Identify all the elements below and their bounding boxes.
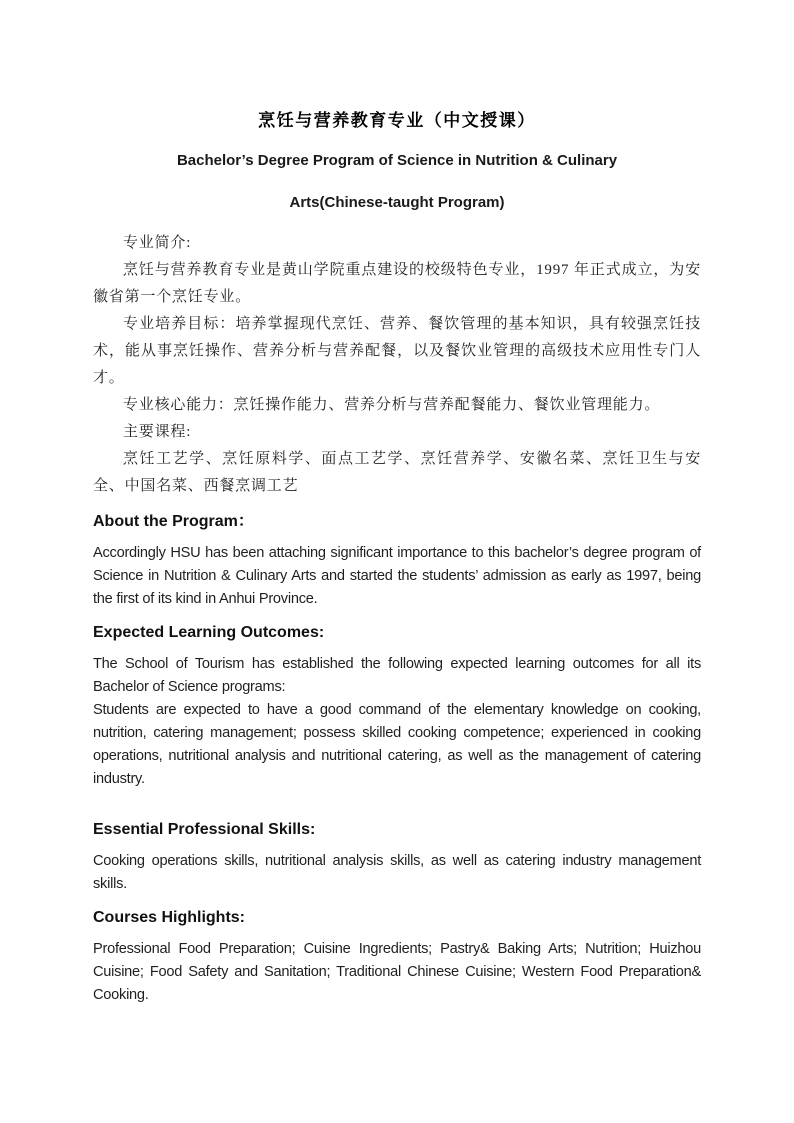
section-heading-outcomes: Expected Learning Outcomes: xyxy=(93,624,325,641)
section-essential-professional-skills xyxy=(93,821,701,896)
document-title-chinese: 烹饪与营养教育专业（中文授课） xyxy=(258,111,536,130)
section-expected-learning-outcomes xyxy=(93,624,701,791)
document-title-english-line1: Bachelor’s Degree Program of Science in Nutrition & Culinary xyxy=(176,152,618,169)
zh-paragraph-training-objectives: 专业培养目标：培养掌握现代烹饪、营养、餐饮管理的基本知识，具有较强烹饪技术，能从事烹饪操作、营养分析与营养配餐，以及餐饮业管理的高级技术应用性专门人才。 xyxy=(93,316,701,386)
zh-paragraph-major-intro: 烹饪与营养教育专业是黄山学院重点建设的校级特色专业，1997 年正式成立，为安徽省第一个烹饪专业。 xyxy=(93,262,701,305)
section-paragraph: Professional Food Preparation; Cuisine Ingredients; Pastry& Baking Arts; Nutrition; Huizhou Cuisine; Food Safety and Sanitation; Traditional Chinese Cuisine; Western Food Preparation& Cooking. xyxy=(93,941,701,1003)
section-about-the-program xyxy=(93,513,701,611)
section-paragraph: Accordingly HSU has been attaching significant importance to this bachelor’s degree program of Science in Nutrition & Culinary Arts and started the students’ admission as early as 1997, being the first of its kind in Anhui Province. xyxy=(93,545,701,607)
section-heading-courses: Courses Highlights: xyxy=(93,909,246,926)
chinese-program-summary xyxy=(93,230,701,500)
section-heading-about: About the Program： xyxy=(93,513,254,530)
zh-paragraph-major-intro-label: 专业简介: xyxy=(123,235,192,251)
document-title-english-line2: Arts(Chinese-taught Program) xyxy=(289,194,505,211)
section-heading-skills: Essential Professional Skills: xyxy=(93,821,316,838)
zh-paragraph-core-competencies: 专业核心能力：烹饪操作能力、营养分析与营养配餐能力、餐饮业管理能力。 xyxy=(123,397,661,413)
zh-paragraph-main-courses: 烹饪工艺学、烹饪原料学、面点工艺学、烹饪营养学、安徽名菜、烹饪卫生与安全、中国名菜、西餐烹调工艺 xyxy=(93,451,701,494)
zh-paragraph-main-courses-label: 主要课程: xyxy=(123,424,192,440)
section-paragraph: The School of Tourism has established the following expected learning outcomes for all its Bachelor of Science programs: xyxy=(93,656,701,695)
section-courses-highlights xyxy=(93,909,701,1007)
section-paragraph: Cooking operations skills, nutritional analysis skills, as well as catering industry management skills. xyxy=(93,853,701,892)
section-paragraph: Students are expected to have a good command of the elementary knowledge on cooking, nutrition, catering management; possess skilled cooking competence; experienced in cooking operations, nutritional analysis and nutritional catering, as well as the management of catering industry. xyxy=(93,702,701,787)
